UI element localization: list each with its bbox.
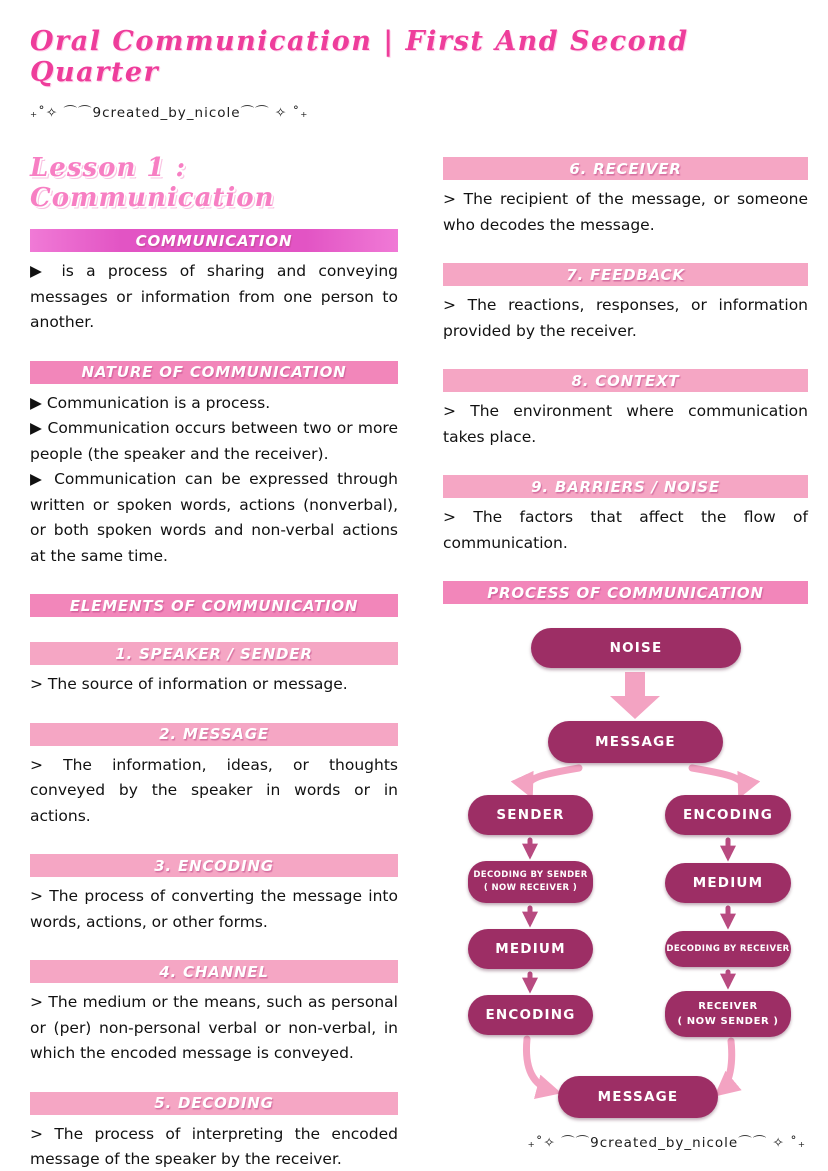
section-header-communication: COMMUNICATION [30, 229, 398, 252]
section-body-text: > The process of interpreting the encoded message of the speaker by the receiver. [30, 1124, 398, 1168]
node-label: SENDER [496, 807, 565, 823]
section-process-of-communication [443, 581, 808, 1143]
curved-arrow-encoding-to-message-icon [526, 1039, 553, 1091]
section-header-barriers-noise: 9. BARRIERS / NOISE [443, 475, 808, 498]
section-speaker-sender [30, 642, 398, 698]
section-decoding [30, 1092, 398, 1171]
section-body-text: > The information, ideas, or thoughts conveyed by the speaker in words or in actions. [30, 755, 398, 825]
node-label: DECODING BY SENDER [473, 870, 588, 880]
node-label: MEDIUM [495, 941, 566, 957]
node-label: NOISE [609, 640, 663, 656]
section-receiver [443, 157, 808, 238]
section-elements-of-communication [30, 594, 398, 617]
curved-arrow-message-to-encoding-icon [692, 768, 743, 791]
section-body-text: > The environment where communication takes place. [443, 402, 808, 446]
section-header-context: 8. CONTEXT [443, 369, 808, 392]
section-header-receiver: 6. RECEIVER [443, 157, 808, 180]
section-header-encoding: 3. ENCODING [30, 854, 398, 877]
section-body-text: ▶ Communication occurs between two or more people (the speaker and the receiver). [30, 419, 398, 463]
section-body-text: ▶ is a process of sharing and conveying messages or information from one person to another. [30, 262, 398, 331]
section-barriers-noise [443, 475, 808, 556]
node-label: ENCODING [485, 1007, 576, 1023]
content-columns [30, 153, 808, 1171]
left-column [30, 153, 398, 1171]
flowchart-node-decoding-by-sender [468, 861, 593, 903]
node-label: ENCODING [682, 807, 774, 823]
right-column [443, 157, 808, 1171]
curved-arrow-receiver-to-message-icon [721, 1041, 732, 1091]
node-label: RECEIVER [698, 1001, 758, 1012]
section-body-text: > The source of information or message. [30, 675, 348, 693]
section-header-nature: NATURE OF COMMUNICATION [30, 361, 398, 384]
section-body-text: > The factors that affect the flow of communication. [443, 508, 808, 552]
section-body-text: > The process of converting the message into words, actions, or other forms. [30, 887, 398, 931]
node-label: MEDIUM [692, 875, 764, 891]
flowchart-node-encoding-left [468, 995, 593, 1035]
flowchart-node-message-bottom [558, 1076, 718, 1118]
section-header-speaker-sender: 1. SPEAKER / SENDER [30, 642, 398, 665]
credit-line: ₊˚✧ ⌒⌒9created_by_nicole⌒⌒ ✧ ˚₊ [30, 105, 309, 121]
process-flowchart [443, 618, 808, 1143]
section-header-channel: 4. CHANNEL [30, 960, 398, 983]
node-label: DECODING BY RECEIVER [666, 943, 790, 954]
section-body-text: > The reactions, responses, or information provided by the receiver. [443, 296, 808, 340]
section-body-text: ▶ Communication is a process. [30, 393, 271, 412]
node-label: MESSAGE [595, 734, 676, 750]
flowchart-node-medium-right [665, 863, 791, 903]
arrow-noise-to-message-icon [610, 672, 660, 719]
flowchart-node-decoding-by-receiver [665, 931, 791, 967]
section-body-text: > The medium or the means, such as personal or (per) non-personal verbal or non-verbal, in which the encoded message is conveyed. [30, 993, 398, 1062]
section-body-text: ▶ Communication can be expressed through written or spoken words, actions (nonverbal), or both spoken words and non-verbal actions at the same time. [30, 470, 398, 565]
section-nature-of-communication [30, 361, 398, 570]
footer-credit-line: ₊˚✧ ⌒⌒9created_by_nicole⌒⌒ ✧ ˚₊ [527, 1135, 806, 1151]
section-header-decoding: 5. DECODING [30, 1092, 398, 1115]
section-message [30, 723, 398, 830]
flowchart-node-medium-left [468, 929, 593, 969]
flowchart-node-message-top [548, 721, 723, 763]
flowchart-node-encoding-right [665, 795, 791, 835]
flowchart-node-sender [468, 795, 593, 835]
node-sublabel: ( NOW SENDER ) [677, 1016, 779, 1027]
flowchart-node-noise [531, 628, 741, 668]
section-header-message: 2. MESSAGE [30, 723, 398, 746]
section-header-process: PROCESS OF COMMUNICATION [443, 581, 808, 604]
lesson-title: Lesson 1 : Communication [30, 153, 275, 213]
section-channel [30, 960, 398, 1067]
node-label: MESSAGE [597, 1089, 679, 1105]
section-body-text: > The recipient of the message, or someone who decodes the message. [443, 190, 808, 234]
flowchart-node-receiver [665, 991, 791, 1037]
node-sublabel: ( NOW RECEIVER ) [483, 883, 578, 893]
curved-arrow-message-to-sender-icon [528, 768, 579, 791]
section-communication [30, 229, 398, 336]
section-header-elements: ELEMENTS OF COMMUNICATION [30, 594, 398, 617]
section-feedback [443, 263, 808, 344]
section-encoding [30, 854, 398, 935]
section-context [443, 369, 808, 450]
section-header-feedback: 7. FEEDBACK [443, 263, 808, 286]
page-title: Oral Communication | First And Second Quarter [30, 26, 689, 88]
